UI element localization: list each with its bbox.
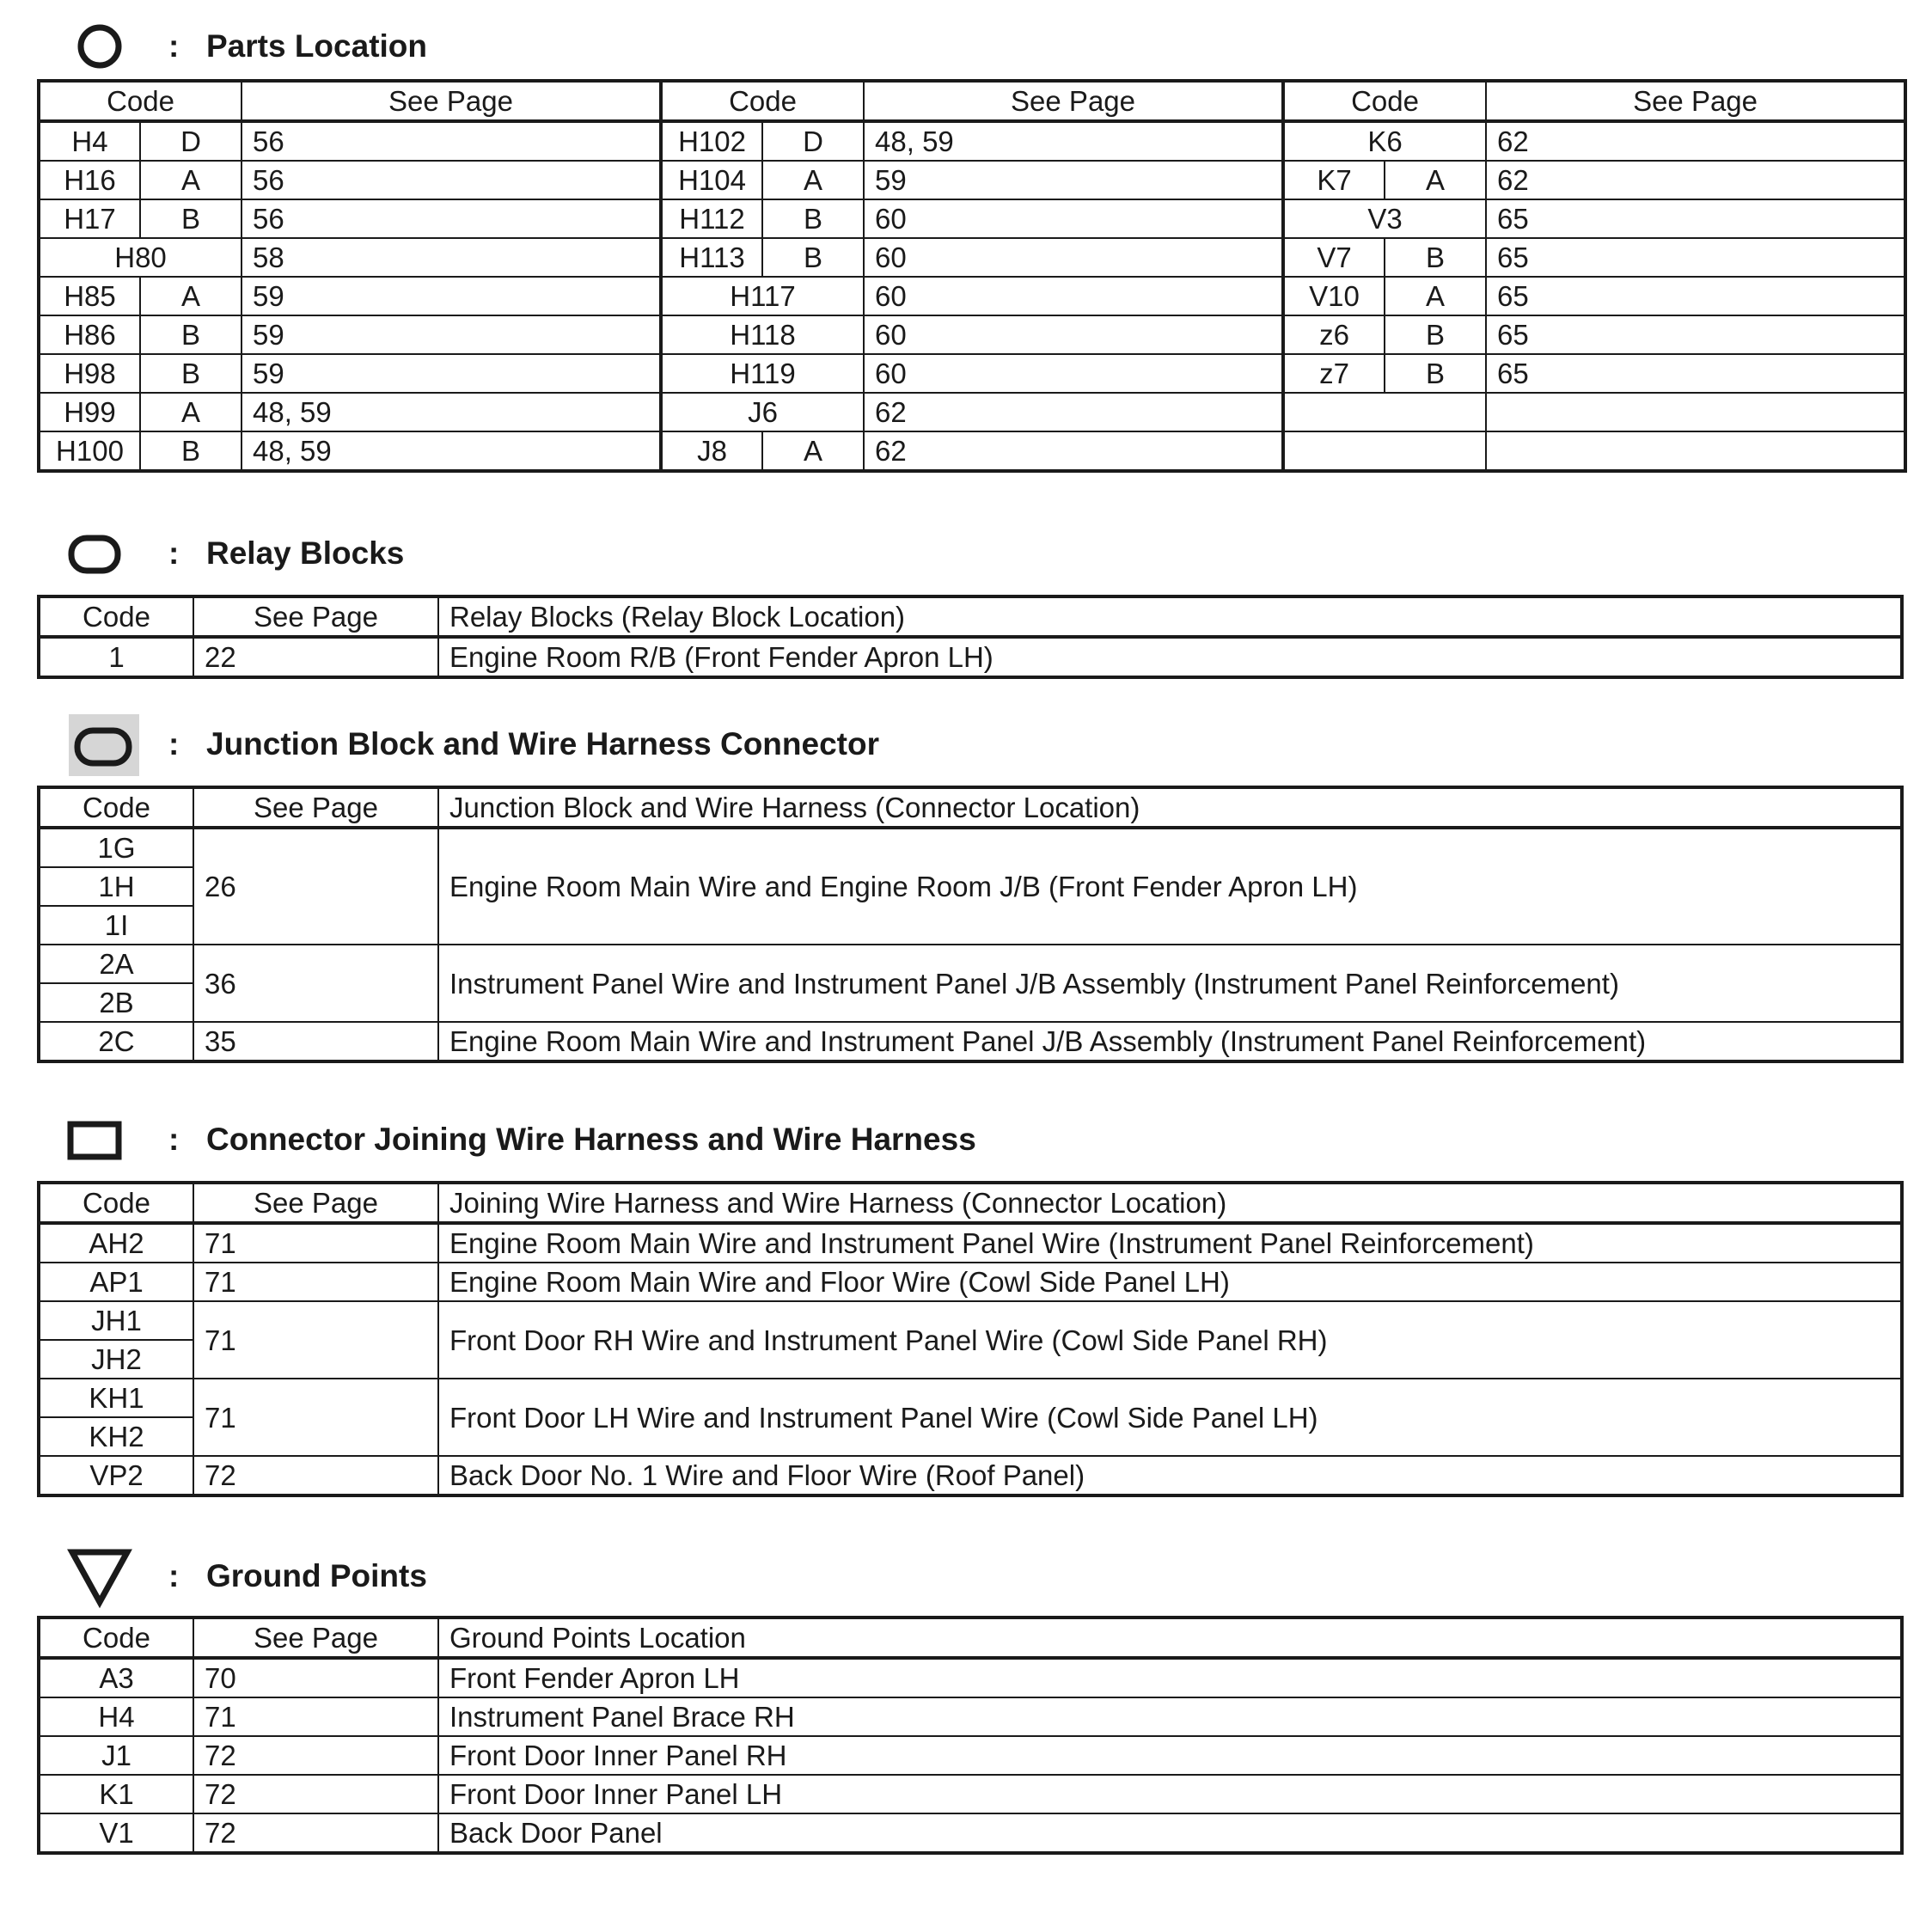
row-location: Front Door Inner Panel LH (438, 1775, 1902, 1813)
part-see-page: 48, 59 (864, 121, 1283, 161)
table-row (39, 1697, 1902, 1736)
part-code: z6 (1283, 315, 1385, 354)
section-title: Connector Joining Wire Harness and Wire Harness (206, 1122, 976, 1157)
part-see-page: 60 (864, 277, 1283, 315)
circle-icon (65, 12, 143, 81)
row-see-page: 36 (193, 945, 438, 1022)
table-row (39, 1022, 1902, 1061)
part-see-page: 59 (242, 315, 661, 354)
code-header: Code (1283, 81, 1486, 121)
part-see-page: 65 (1486, 238, 1905, 277)
table-row (39, 1223, 1902, 1263)
row-location: Front Fender Apron LH (438, 1658, 1902, 1697)
part-code: J6 (661, 393, 864, 431)
heading-colon: : (168, 1122, 180, 1157)
see-page-header: See Page (864, 81, 1283, 121)
code-header: Code (39, 596, 193, 637)
table-header-row (39, 1618, 1902, 1658)
part-location-letter: A (762, 161, 864, 199)
part-code: H16 (39, 161, 140, 199)
part-see-page: 65 (1486, 315, 1905, 354)
part-location-letter: D (762, 121, 864, 161)
part-code: H86 (39, 315, 140, 354)
part-code: H80 (39, 238, 242, 277)
part-see-page: 65 (1486, 199, 1905, 238)
row-code: A3 (39, 1658, 193, 1697)
part-location-letter: B (140, 199, 242, 238)
part-code: H112 (661, 199, 762, 238)
row-code: AP1 (39, 1263, 193, 1301)
row-location: Front Door LH Wire and Instrument Panel Wire (Cowl Side Panel LH) (438, 1379, 1902, 1456)
row-code: 1G (39, 828, 193, 867)
part-see-page: 59 (242, 277, 661, 315)
part-code: H104 (661, 161, 762, 199)
see-page-header: See Page (193, 596, 438, 637)
table-row (39, 828, 1902, 867)
part-code: H99 (39, 393, 140, 431)
part-see-page (1486, 393, 1905, 431)
row-code: AH2 (39, 1223, 193, 1263)
row-code: 1I (39, 906, 193, 945)
part-code: H117 (661, 277, 864, 315)
part-code: H118 (661, 315, 864, 354)
part-location-letter: A (1385, 161, 1486, 199)
row-see-page: 71 (193, 1379, 438, 1456)
part-see-page: 60 (864, 315, 1283, 354)
part-see-page: 60 (864, 238, 1283, 277)
table-row (39, 1775, 1902, 1813)
row-location: Instrument Panel Wire and Instrument Panel J/B Assembly (Instrument Panel Reinforcement) (438, 945, 1902, 1022)
part-see-page: 56 (242, 121, 661, 161)
row-location: Engine Room Main Wire and Instrument Panel J/B Assembly (Instrument Panel Reinforcement) (438, 1022, 1902, 1061)
parts-location-heading (0, 12, 1932, 81)
row-location: Engine Room Main Wire and Floor Wire (Cowl Side Panel LH) (438, 1263, 1902, 1301)
heading-colon: : (168, 28, 180, 64)
row-see-page: 71 (193, 1697, 438, 1736)
row-code: 1H (39, 867, 193, 906)
see-page-header: See Page (242, 81, 661, 121)
part-see-page (1486, 431, 1905, 471)
ground-points-heading (0, 1542, 1932, 1611)
heading-colon: : (168, 1558, 180, 1593)
part-location-letter: B (762, 199, 864, 238)
row-location: Engine Room R/B (Front Fender Apron LH) (438, 637, 1902, 677)
rounded-rect-icon (65, 519, 143, 588)
location-header: Ground Points Location (438, 1618, 1902, 1658)
down-triangle-icon (65, 1542, 143, 1611)
part-code: H98 (39, 354, 140, 393)
part-location-letter: B (140, 354, 242, 393)
part-code: H119 (661, 354, 864, 393)
part-see-page: 62 (1486, 121, 1905, 161)
part-code: V3 (1283, 199, 1486, 238)
part-location-letter: B (140, 315, 242, 354)
rectangle-icon (65, 1105, 143, 1174)
row-location: Back Door No. 1 Wire and Floor Wire (Roof Panel) (438, 1456, 1902, 1495)
table-row (39, 1301, 1902, 1340)
see-page-header: See Page (193, 1618, 438, 1658)
table-row (39, 121, 1905, 161)
part-location-letter: B (1385, 354, 1486, 393)
ground-points-table (37, 1616, 1904, 1855)
part-code: K7 (1283, 161, 1385, 199)
row-location: Engine Room Main Wire and Instrument Panel Wire (Instrument Panel Reinforcement) (438, 1223, 1902, 1263)
row-code: 2C (39, 1022, 193, 1061)
row-location: Instrument Panel Brace RH (438, 1697, 1902, 1736)
table-row (39, 1658, 1902, 1697)
row-code: K1 (39, 1775, 193, 1813)
table-header-row (39, 787, 1902, 828)
row-code: KH2 (39, 1417, 193, 1456)
see-page-header: See Page (193, 1183, 438, 1223)
junction-block-table (37, 786, 1904, 1063)
part-code: H85 (39, 277, 140, 315)
part-code: V10 (1283, 277, 1385, 315)
table-row (39, 637, 1902, 677)
part-code: J8 (661, 431, 762, 471)
row-see-page: 72 (193, 1456, 438, 1495)
part-location-letter: A (140, 161, 242, 199)
table-row (39, 277, 1905, 315)
row-code: JH1 (39, 1301, 193, 1340)
part-location-letter: B (762, 238, 864, 277)
table-row (39, 431, 1905, 471)
row-code: V1 (39, 1813, 193, 1853)
part-see-page: 48, 59 (242, 431, 661, 471)
part-see-page: 59 (242, 354, 661, 393)
row-see-page: 72 (193, 1813, 438, 1853)
row-code: JH2 (39, 1340, 193, 1379)
code-header: Code (39, 787, 193, 828)
section-title: Ground Points (206, 1558, 427, 1593)
part-see-page: 62 (864, 393, 1283, 431)
part-location-letter: B (1385, 315, 1486, 354)
part-code (1283, 431, 1486, 471)
part-see-page: 65 (1486, 277, 1905, 315)
row-location: Back Door Panel (438, 1813, 1902, 1853)
row-see-page: 71 (193, 1301, 438, 1379)
part-see-page: 59 (864, 161, 1283, 199)
part-see-page: 62 (1486, 161, 1905, 199)
table-row (39, 1736, 1902, 1775)
table-row (39, 199, 1905, 238)
part-code: H113 (661, 238, 762, 277)
part-see-page: 62 (864, 431, 1283, 471)
row-code: 2B (39, 983, 193, 1022)
part-code: H100 (39, 431, 140, 471)
row-see-page: 71 (193, 1223, 438, 1263)
part-location-letter: A (140, 277, 242, 315)
part-location-letter: A (1385, 277, 1486, 315)
code-header: Code (661, 81, 864, 121)
heading-colon: : (168, 726, 180, 761)
shaded-rounded-rect-icon (65, 710, 143, 779)
part-see-page: 60 (864, 199, 1283, 238)
row-location: Front Door Inner Panel RH (438, 1736, 1902, 1775)
table-header-row (39, 81, 1905, 121)
row-code: VP2 (39, 1456, 193, 1495)
table-row (39, 354, 1905, 393)
section-title: Relay Blocks (206, 535, 405, 571)
row-see-page: 71 (193, 1263, 438, 1301)
code-header: Code (39, 1618, 193, 1658)
table-header-row (39, 596, 1902, 637)
table-row (39, 945, 1902, 983)
parts-location-table (37, 79, 1907, 473)
heading-colon: : (168, 535, 180, 571)
row-see-page: 22 (193, 637, 438, 677)
part-location-letter: D (140, 121, 242, 161)
table-row (39, 315, 1905, 354)
code-header: Code (39, 1183, 193, 1223)
relay-blocks-heading (0, 519, 1932, 588)
table-row (39, 238, 1905, 277)
connector-joining-heading (0, 1105, 1932, 1174)
row-see-page: 26 (193, 828, 438, 945)
row-location: Engine Room Main Wire and Engine Room J/B (Front Fender Apron LH) (438, 828, 1902, 945)
location-header: Relay Blocks (Relay Block Location) (438, 596, 1902, 637)
row-code: KH1 (39, 1379, 193, 1417)
table-row (39, 1379, 1902, 1417)
row-see-page: 35 (193, 1022, 438, 1061)
part-location-letter: A (762, 431, 864, 471)
see-page-header: See Page (193, 787, 438, 828)
section-title: Parts Location (206, 28, 427, 64)
row-see-page: 72 (193, 1736, 438, 1775)
relay-blocks-table (37, 595, 1904, 679)
table-row (39, 393, 1905, 431)
part-code (1283, 393, 1486, 431)
part-see-page: 58 (242, 238, 661, 277)
row-code: J1 (39, 1736, 193, 1775)
part-location-letter: B (1385, 238, 1486, 277)
part-location-letter: B (140, 431, 242, 471)
part-code: V7 (1283, 238, 1385, 277)
location-header: Junction Block and Wire Harness (Connector Location) (438, 787, 1902, 828)
row-see-page: 70 (193, 1658, 438, 1697)
table-row (39, 161, 1905, 199)
part-see-page: 65 (1486, 354, 1905, 393)
row-code: 1 (39, 637, 193, 677)
part-see-page: 56 (242, 161, 661, 199)
part-code: H4 (39, 121, 140, 161)
table-row (39, 1456, 1902, 1495)
code-header: Code (39, 81, 242, 121)
part-location-letter: A (140, 393, 242, 431)
part-code: H17 (39, 199, 140, 238)
table-row (39, 1813, 1902, 1853)
row-code: 2A (39, 945, 193, 983)
location-header: Joining Wire Harness and Wire Harness (Connector Location) (438, 1183, 1902, 1223)
part-code: H102 (661, 121, 762, 161)
table-row (39, 1263, 1902, 1301)
see-page-header: See Page (1486, 81, 1905, 121)
row-see-page: 72 (193, 1775, 438, 1813)
part-see-page: 48, 59 (242, 393, 661, 431)
part-code: K6 (1283, 121, 1486, 161)
junction-block-heading (0, 710, 1932, 779)
table-header-row (39, 1183, 1902, 1223)
part-code: z7 (1283, 354, 1385, 393)
part-see-page: 60 (864, 354, 1283, 393)
connector-joining-table (37, 1181, 1904, 1497)
section-title: Junction Block and Wire Harness Connector (206, 726, 879, 761)
row-location: Front Door RH Wire and Instrument Panel Wire (Cowl Side Panel RH) (438, 1301, 1902, 1379)
part-see-page: 56 (242, 199, 661, 238)
row-code: H4 (39, 1697, 193, 1736)
